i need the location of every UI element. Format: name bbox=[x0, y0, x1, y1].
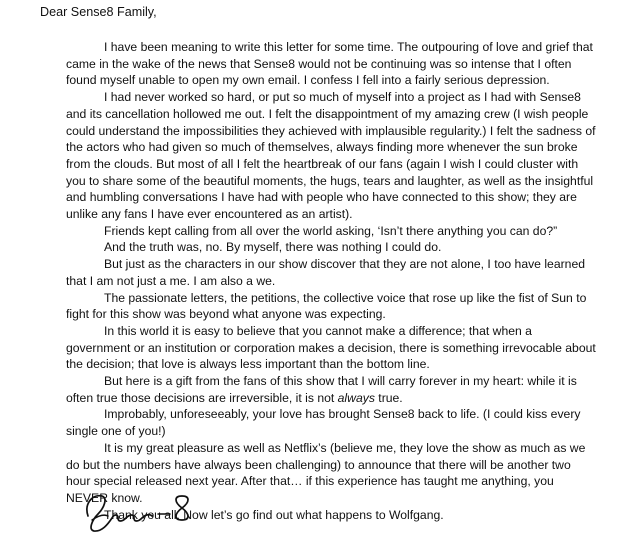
paragraph: Friends kept calling from all over the world asking, ‘Isn’t there anything you can do?” bbox=[104, 223, 558, 238]
paragraph: And the truth was, no. By myself, there was nothing I could do. bbox=[104, 240, 442, 255]
greeting: Dear Sense8 Family, bbox=[40, 5, 157, 19]
paragraph: It is my great pleasure as well as Netflix’s (believe me, they love the show as much as we do but the numbers have always been challenging) to announce that there will be another two hour special released next year. After that… if this experience has taught me anything, you NEVER know. bbox=[66, 440, 586, 505]
paragraph: In this world it is easy to believe that you cannot make a difference; that when a government or an institution or corporation makes a decision, there is something irrevocable about the decision; that love is always less important than the bottom line. bbox=[66, 323, 596, 372]
emphasis-text: always bbox=[337, 390, 375, 405]
paragraph: But just as the characters in our show discover that they are not alone, I too have learned that I am not just a me. I am also a we. bbox=[66, 257, 586, 288]
paragraph: Improbably, unforeseeably, your love has brought Sense8 back to life. (I could kiss every single one of you!) bbox=[66, 407, 581, 439]
paragraph bbox=[66, 373, 596, 406]
paragraph: The passionate letters, the petitions, the collective voice that rose up like the fist of Sun to fight for this show was beyond what anyone was expecting. bbox=[66, 290, 587, 322]
paragraph-text: But here is a gift from the fans of this show that I will carry forever in my heart: while it is often true those decisions are irreversible, it is not bbox=[66, 374, 577, 405]
paragraph-text: true. bbox=[374, 390, 403, 405]
signature bbox=[78, 486, 198, 536]
paragraph: Thank you all. Now let’s go find out what happens to Wolfgang. bbox=[104, 507, 444, 522]
letter-body bbox=[66, 39, 596, 523]
paragraph: I have been meaning to write this letter for some time. The outpouring of love and grief that came in the wake of the news that Sense8 would not be continuing was so intense that I often found myself unable to open my own email. I confess I fell into a fairly serious depression. bbox=[66, 40, 593, 88]
paragraph: I had never worked so hard, or put so much of myself into a project as I had with Sense8 and its cancellation hollowed me out. I felt the disappointment of my amazing crew (I wish people could understand the impossibilities they achieved with implausible regularity.) I felt the sadness of the actors who had given so much of themselves, always finding more whenever the sun broke from the clouds. But most of all I felt the heartbreak of our fans (again I wish I could cluster with you to share some of the beautiful moments, the hugs, tears and laughter, as well as the insightful and humbling conversations I have had with people who have connected to this show; they are unlike any fans I have ever encountered as an artist). bbox=[66, 90, 596, 222]
